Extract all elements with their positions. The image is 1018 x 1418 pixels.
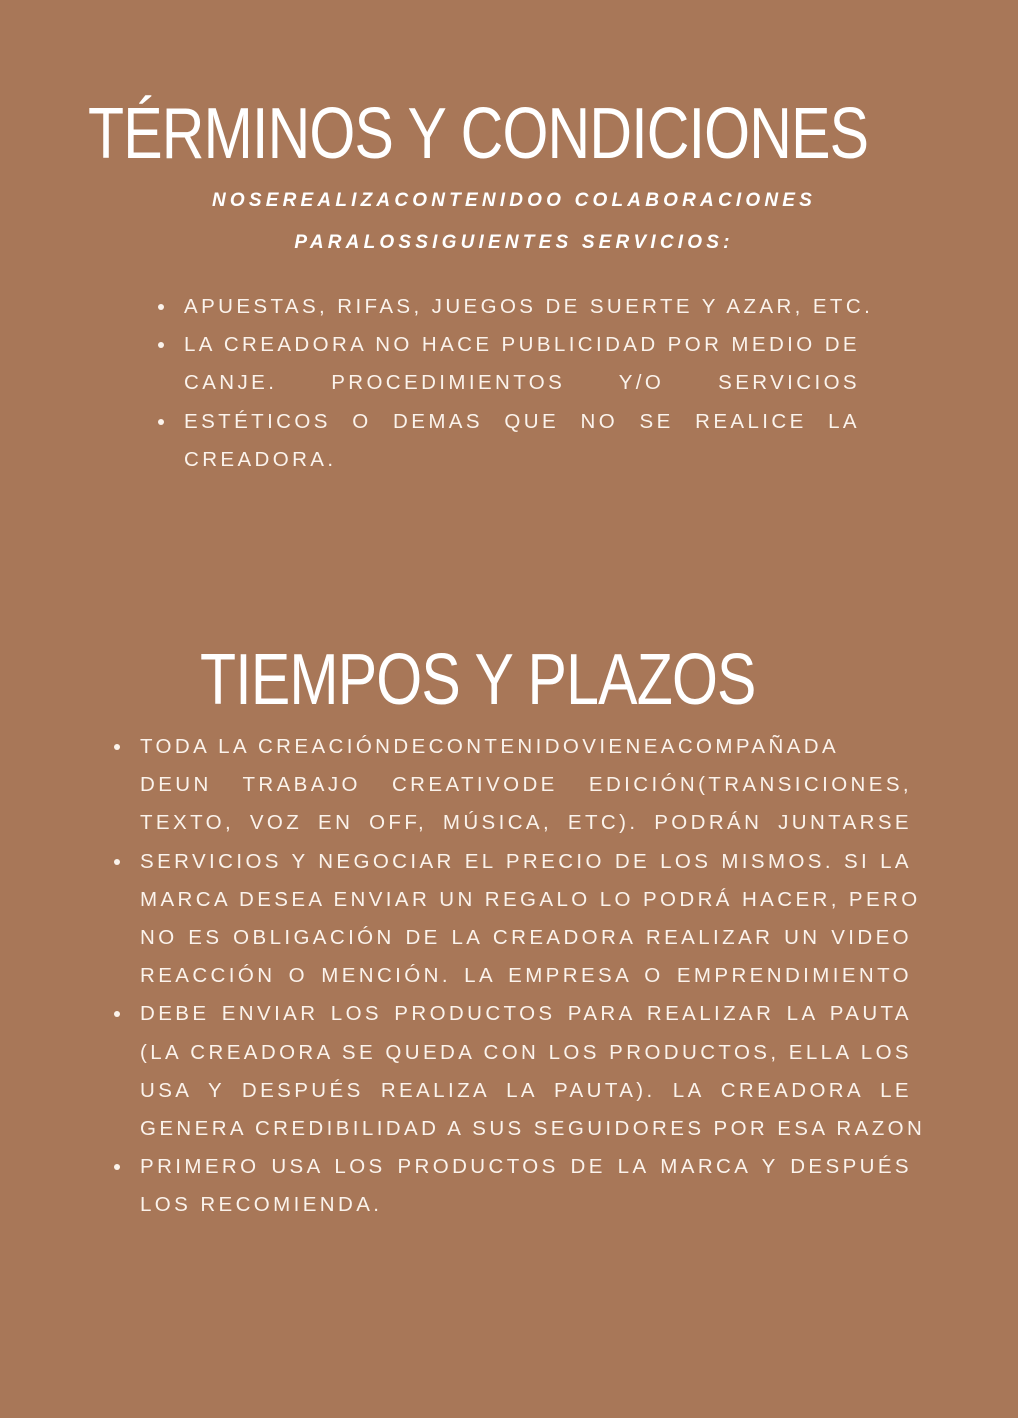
timing-line: DEUN TRABAJO CREATIVODE EDICIÓN(TRANSICIONES, (140, 773, 912, 797)
terms-line: APUESTAS, RIFAS, JUEGOS DE SUERTE Y AZAR, ETC. (184, 288, 860, 326)
timing-line: DEBE ENVIAR LOS PRODUCTOS PARA REALIZAR LA PAUTA (140, 995, 912, 1033)
timing-line: MARCA DESEA ENVIAR UN REGALO LO PODRÁ HACER, PERO (140, 887, 921, 911)
terms-line: CANJE. PROCEDIMIENTOS Y/O SERVICIOS (184, 371, 860, 395)
timing-line: USA Y DESPUÉS REALIZA LA PAUTA). LA CREADORA LE (140, 1078, 912, 1102)
timing-line: (LA CREADORA SE QUEDA CON LOS PRODUCTOS, ELLA LOS (140, 1040, 912, 1064)
timing-title: TIEMPOS Y PLAZOS (200, 640, 756, 720)
terms-line: ESTÉTICOS O DEMAS QUE NO SE REALICE LA (184, 403, 860, 441)
terms-subtitle (150, 180, 878, 264)
timing-line: LOS RECOMIENDA. (140, 1193, 383, 1217)
terms-title: TÉRMINOS Y CONDICIONES (88, 94, 869, 174)
terms-subtitle-line-1: NOSEREALIZACONTENIDOO COLABORACIONES (211, 190, 817, 211)
timing-line: TEXTO, VOZ EN OFF, MÚSICA, ETC). PODRÁN JUNTARSE (140, 811, 912, 835)
timing-line: PRIMERO USA LOS PRODUCTOS DE LA MARCA Y DESPUÉS (140, 1148, 912, 1186)
timing-list (140, 728, 926, 1224)
timing-line: GENERA CREDIBILIDAD A SUS SEGUIDORES POR ESA RAZON (140, 1116, 926, 1140)
timing-line: SERVICIOS Y NEGOCIAR EL PRECIO DE LOS MISMOS. SI LA (140, 843, 912, 881)
terms-list (184, 288, 874, 479)
terms-line: LA CREADORA NO HACE PUBLICIDAD POR MEDIO DE (184, 326, 860, 364)
timing-line: TODA LA CREACIÓNDECONTENIDOVIENEACOMPAÑADA (140, 728, 912, 766)
timing-line: NO ES OBLIGACIÓN DE LA CREADORA REALIZAR UN VIDEO (140, 925, 912, 949)
timing-line: REACCIÓN O MENCIÓN. LA EMPRESA O EMPRENDIMIENTO (140, 964, 912, 988)
terms-subtitle-line-2: PARALOSSIGUIENTES SERVICIOS: (294, 232, 734, 253)
terms-line: CREADORA. (184, 447, 337, 471)
